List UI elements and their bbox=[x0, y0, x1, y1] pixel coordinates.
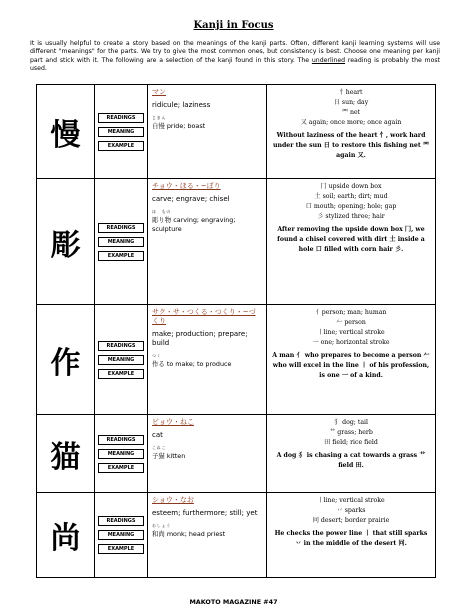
example-furigana: ほ もの bbox=[152, 209, 172, 214]
example-block bbox=[152, 521, 262, 539]
example-text: 子猫 kitten bbox=[152, 452, 186, 460]
meaning-label: MEANING bbox=[98, 355, 144, 365]
kanji-row bbox=[37, 179, 436, 305]
example-text: 和尚 monk; head priest bbox=[152, 530, 226, 538]
example-block bbox=[152, 207, 262, 234]
readings-label: READINGS bbox=[98, 223, 144, 233]
intro-text: It is usually helpful to create a story based on the meanings of the kanji parts. Often, different kanji learning systems will use different "meanings" for the parts. We try to give the most common ones, but consistency is best. Choose one meaning per kanji part and stick with it. The following are a selection of the kanji found in this story. The bbox=[30, 40, 440, 64]
readings-label: READINGS bbox=[98, 341, 144, 351]
readings-text: ビョウ・ねこ bbox=[152, 418, 194, 426]
example-label: EXAMPLE bbox=[98, 544, 144, 554]
meaning-text: carve; engrave; chisel bbox=[152, 195, 230, 203]
parts-cell bbox=[267, 493, 436, 578]
label-column bbox=[95, 415, 148, 493]
example-furigana: おしょう bbox=[152, 523, 172, 528]
story-text: Without laziness of the heart 忄, work hard under the sun 日 to restore this fishing net 罒 again 又. bbox=[272, 132, 430, 159]
meaning-cell bbox=[148, 85, 267, 179]
part-item: 犭 dog; tail bbox=[334, 419, 368, 426]
meaning-label: MEANING bbox=[98, 449, 144, 459]
example-furigana: こねこ bbox=[152, 445, 167, 450]
kanji-row bbox=[37, 415, 436, 493]
example-text: 彫り物 carving; engraving; sculpture bbox=[152, 216, 236, 233]
parts-cell bbox=[267, 415, 436, 493]
meaning-label: MEANING bbox=[98, 127, 144, 137]
meaning-label: MEANING bbox=[98, 237, 144, 247]
part-item: 艹 grass; herb bbox=[329, 429, 373, 436]
readings-text: チョウ・ほる・~ぼり bbox=[152, 182, 221, 190]
meaning-cell bbox=[148, 493, 267, 578]
page-footer: MAKOTO MAGAZINE #47 bbox=[189, 598, 278, 606]
parts-cell bbox=[267, 179, 436, 305]
parts-cell bbox=[267, 305, 436, 415]
example-furigana: じまん bbox=[152, 115, 167, 120]
story-text: A dog 犭 is chasing a cat towards a grass 艹 field 田. bbox=[276, 452, 426, 469]
meaning-text: ridicule; laziness bbox=[152, 101, 211, 109]
readings-label: READINGS bbox=[98, 435, 144, 445]
part-item: 丷 sparks bbox=[336, 507, 366, 514]
part-item: 亻person; man; human bbox=[315, 309, 387, 316]
example-label: EXAMPLE bbox=[98, 369, 144, 379]
readings-label: READINGS bbox=[98, 516, 144, 526]
part-item: 一 one; horizontal stroke bbox=[312, 339, 390, 346]
example-block bbox=[152, 351, 262, 369]
kanji-character: 作 bbox=[37, 305, 95, 415]
label-column bbox=[95, 305, 148, 415]
example-text: 自慢 pride; boast bbox=[152, 122, 206, 130]
story-text: After removing the upside down box 冂, we found a chisel covered with dirt 土 inside a hole 口 filled with corn hair 彡. bbox=[277, 226, 425, 253]
meaning-text: cat bbox=[152, 431, 163, 439]
part-item: 又 again; once more; once again bbox=[300, 119, 402, 126]
example-block bbox=[152, 113, 262, 131]
part-item: 丨line; vertical stroke bbox=[317, 329, 385, 336]
example-block bbox=[152, 443, 262, 461]
part-item: 口 mouth; opening; hole; gap bbox=[305, 203, 397, 210]
example-label: EXAMPLE bbox=[98, 141, 144, 151]
example-label: EXAMPLE bbox=[98, 251, 144, 261]
intro-underlined: underlined bbox=[311, 56, 346, 64]
part-item: 丨line; vertical stroke bbox=[317, 497, 385, 504]
meaning-cell bbox=[148, 305, 267, 415]
part-item: 田 field; rice field bbox=[324, 439, 378, 446]
readings-text: サク・サ・つくる・つくり・~づくり bbox=[152, 308, 256, 325]
meaning-text: make; production; prepare; build bbox=[152, 330, 248, 347]
meaning-cell bbox=[148, 179, 267, 305]
part-item: 日 sun; day bbox=[333, 99, 369, 106]
kanji-table bbox=[36, 84, 436, 578]
kanji-character: 尚 bbox=[37, 493, 95, 578]
example-furigana: つく bbox=[152, 353, 162, 358]
label-column bbox=[95, 493, 148, 578]
story-text: A man 亻 who prepares to become a person 𠂉 who will excel in the line 丨 of his profession, is one 一 of a kind. bbox=[272, 352, 430, 379]
intro-paragraph bbox=[30, 40, 440, 74]
readings-label: READINGS bbox=[98, 113, 144, 123]
page-title: Kanji in Focus bbox=[193, 20, 274, 31]
parts-cell bbox=[267, 85, 436, 179]
part-item: 冂 upside down box bbox=[320, 183, 382, 190]
story-text: He checks the power line 丨 that still sparks 丷 in the middle of the desert 冋. bbox=[274, 530, 428, 547]
part-item: 𠂉 person bbox=[336, 319, 366, 326]
label-column bbox=[95, 179, 148, 305]
example-label: EXAMPLE bbox=[98, 463, 144, 473]
meaning-label: MEANING bbox=[98, 530, 144, 540]
kanji-row bbox=[37, 493, 436, 578]
intro-end: reading is probably the most used. bbox=[30, 56, 440, 73]
part-item: 土 soil; earth; dirt; mud bbox=[314, 193, 388, 200]
example-text: 作る to make; to produce bbox=[152, 360, 232, 368]
part-item: 彡 stylized three; hair bbox=[317, 213, 385, 220]
readings-text: マン bbox=[152, 88, 166, 96]
meaning-cell bbox=[148, 415, 267, 493]
kanji-row bbox=[37, 305, 436, 415]
part-item: 罒 net bbox=[341, 109, 361, 116]
kanji-row bbox=[37, 85, 436, 179]
label-column bbox=[95, 85, 148, 179]
part-item: 冋 desert; border prairie bbox=[312, 517, 390, 524]
kanji-character: 慢 bbox=[37, 85, 95, 179]
kanji-character: 猫 bbox=[37, 415, 95, 493]
kanji-character: 彫 bbox=[37, 179, 95, 305]
meaning-text: esteem; furthermore; still; yet bbox=[152, 509, 258, 517]
part-item: 忄heart bbox=[339, 89, 363, 96]
readings-text: ショウ・なお bbox=[152, 496, 194, 504]
